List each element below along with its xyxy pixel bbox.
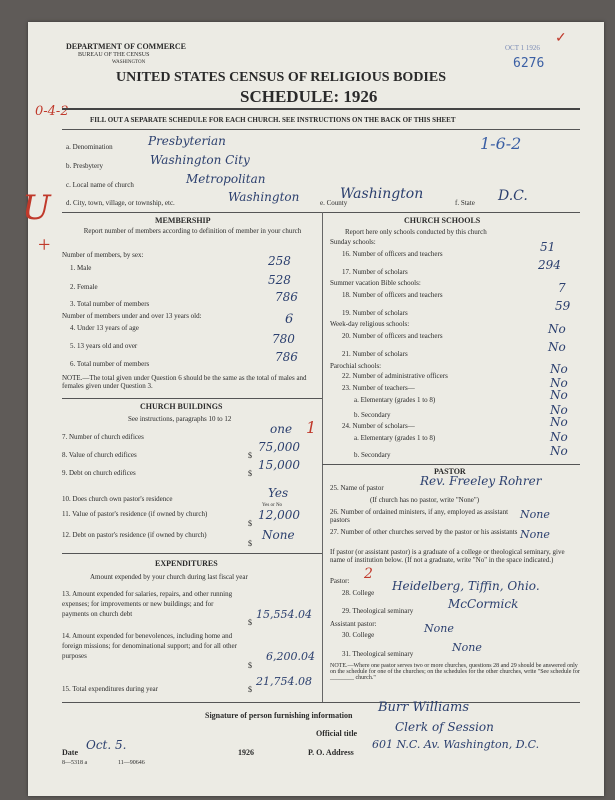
assistant-pastor-sublabel: Assistant pastor: xyxy=(330,620,377,628)
yes-no-hint: Yes or No xyxy=(262,503,283,508)
college-label: 28. College xyxy=(342,589,375,597)
column-divider xyxy=(322,212,323,702)
running-expenses-value[interactable]: 15,554.04 xyxy=(256,608,312,621)
total-members-2-value[interactable]: 786 xyxy=(275,350,298,364)
schools-heading: CHURCH SCHOOLS xyxy=(404,216,481,225)
elementary-scholars-label: Elementary (grades 1 to 8) xyxy=(360,434,436,442)
serial-number-stamp: 6276 xyxy=(513,56,545,71)
weekday-teachers-label: Number of officers and teachers xyxy=(352,332,443,340)
membership-intro: Report number of members according to definition of member in your church xyxy=(83,227,302,235)
church-name-label: c. Local name of church xyxy=(66,181,134,189)
edifices-count-value[interactable]: one xyxy=(270,422,293,436)
summer-schools-label: Summer vacation Bible schools: xyxy=(330,279,421,287)
department-label: DEPARTMENT OF COMMERCE xyxy=(66,42,187,51)
owns-residence-value[interactable]: Yes xyxy=(268,486,289,500)
expenditures-subheading: Amount expended by your church during last fiscal year xyxy=(90,573,248,581)
running-expenses-label: Amount expended for salaries, repairs, and other running expenses; for improvements or new buildings; and for payments on church debt xyxy=(62,590,233,618)
assistant-pastors-label: 26. Number of ordained ministers, if any, employed as assistant pastors xyxy=(330,508,509,524)
weekday-scholars-value[interactable]: No xyxy=(548,340,566,354)
summer-scholars-value[interactable]: 59 xyxy=(555,299,571,313)
margin-plus: + xyxy=(38,232,51,257)
print-code: 11—90646 xyxy=(118,760,145,766)
edifices-value-value[interactable]: 75,000 xyxy=(258,440,300,454)
sunday-schools-label: Sunday schools: xyxy=(330,238,376,246)
members-by-sex-label: Number of members, by sex: xyxy=(62,251,144,259)
buildings-subheading: See instructions, paragraphs 10 to 12 xyxy=(128,415,232,423)
over-13-value[interactable]: 780 xyxy=(272,332,295,346)
received-stamp-date: OCT 1 1926 xyxy=(505,44,540,52)
correction-mark: 1 xyxy=(306,418,317,437)
county-label: e. County xyxy=(320,199,348,207)
total-expenditures-value[interactable]: 21,754.08 xyxy=(256,675,312,688)
assistant-seminary-label: 31. Theological seminary xyxy=(342,650,414,658)
admin-officers-label: Number of administrative officers xyxy=(352,372,448,380)
official-title-value[interactable]: Clerk of Session xyxy=(395,720,494,734)
residence-value-label: Value of pastor's residence (if owned by church) xyxy=(72,510,208,518)
city-label: d. City, town, village, or township, etc. xyxy=(66,199,175,207)
graduate-instructions: If pastor (or assistant pastor) is a graduate of a college or theological seminary, give name of institution below. (If not a graduate, write "No" in the space indicated.) xyxy=(330,548,565,564)
address-value[interactable]: 601 N.C. Av. Washington, D.C. xyxy=(372,738,540,751)
secondary-teachers-label: Secondary xyxy=(361,411,391,419)
other-churches-value[interactable]: None xyxy=(520,528,550,541)
pastor-name-label: 25. Name of pastor xyxy=(330,484,384,492)
sunday-scholars-value[interactable]: 294 xyxy=(538,258,561,272)
pastor-heading: PASTOR xyxy=(434,467,466,476)
pastor-name-value[interactable]: Rev. Freeley Rohrer xyxy=(420,474,542,488)
county-value[interactable]: Washington xyxy=(340,186,424,202)
parochial-schools-label: Parochial schools: xyxy=(330,362,382,370)
margin-letter: U xyxy=(22,188,51,228)
summer-teachers-label: Number of officers and teachers xyxy=(352,291,443,299)
margin-code: 0-4-2 xyxy=(35,104,69,119)
presbytery-label: b. Presbytery xyxy=(66,162,103,170)
assistant-seminary-value[interactable]: None xyxy=(452,641,482,654)
assistant-pastors-value[interactable]: None xyxy=(520,508,550,521)
residence-debt-value[interactable]: None xyxy=(262,528,295,542)
presbytery-value[interactable]: Washington City xyxy=(150,153,250,167)
owns-residence-label: Does church own pastor's residence xyxy=(72,495,173,503)
title-rule xyxy=(62,108,580,110)
year-label: 1926 xyxy=(238,748,254,757)
form-code: 8—5318 a xyxy=(62,760,88,766)
state-value[interactable]: D.C. xyxy=(498,188,528,204)
denomination-value[interactable]: Presbyterian xyxy=(148,134,226,148)
edifices-debt-label: Debt on church edifices xyxy=(69,469,136,477)
scholars-value[interactable]: No xyxy=(550,415,568,429)
elementary-teachers-label: Elementary (grades 1 to 8) xyxy=(360,396,436,404)
benevolences-label: Amount expended for benevolences, including home and foreign missions; for denominational support; and for all other purposes xyxy=(62,632,237,660)
other-churches-label: 27. Number of other churches served by the pastor or his assistants xyxy=(330,528,518,536)
form-title: UNITED STATES CENSUS OF RELIGIOUS BODIES xyxy=(116,70,447,85)
teachers-label: Number of teachers— xyxy=(352,384,415,392)
college-value[interactable]: Heidelberg, Tiffin, Ohio. xyxy=(392,579,540,593)
female-label: Female xyxy=(77,283,98,291)
residence-value-value[interactable]: 12,000 xyxy=(258,508,300,522)
elementary-teachers-value[interactable]: No xyxy=(550,388,568,402)
schedule-title: SCHEDULE: 1926 xyxy=(240,87,378,106)
under-13-label: Under 13 years of age xyxy=(77,324,139,332)
members-by-age-label: Number of members under and over 13 years old: xyxy=(62,312,202,320)
no-pastor-hint: (If church has no pastor, write "None") xyxy=(370,496,480,504)
check-mark-icon: ✓ xyxy=(555,31,567,46)
state-label: f. State xyxy=(455,199,475,207)
summer-teachers-value[interactable]: 7 xyxy=(558,281,566,295)
schools-intro: Report here only schools conducted by this church xyxy=(345,228,487,236)
denomination-label: a. Denomination xyxy=(66,143,113,151)
separate-schedule-instruction: FILL OUT A SEPARATE SCHEDULE FOR EACH CHURCH. SEE INSTRUCTIONS ON THE BACK OF THIS SHEET xyxy=(90,116,456,124)
admin-officers-value[interactable]: No xyxy=(550,362,568,376)
benevolences-value[interactable]: 6,200.04 xyxy=(266,650,315,663)
edifices-value-label: Value of church edifices xyxy=(68,451,137,459)
buildings-heading: CHURCH BUILDINGS xyxy=(140,402,223,411)
membership-heading: MEMBERSHIP xyxy=(155,216,211,225)
sunday-teachers-label: Number of officers and teachers xyxy=(352,250,443,258)
weekday-scholars-label: Number of scholars xyxy=(352,350,408,358)
over-13-label: 13 years old and over xyxy=(77,342,138,350)
date-label: Date xyxy=(62,748,78,757)
weekday-teachers-value[interactable]: No xyxy=(548,322,566,336)
seminary-label: 29. Theological seminary xyxy=(342,607,414,615)
expenditures-heading: EXPENDITURES xyxy=(155,559,218,568)
assistant-college-label: 30. College xyxy=(342,631,375,639)
seminary-value[interactable]: McCormick xyxy=(448,597,519,611)
sunday-scholars-label: Number of scholars xyxy=(352,268,408,276)
male-value[interactable]: 258 xyxy=(268,254,291,268)
summer-scholars-label: Number of scholars xyxy=(352,309,408,317)
church-name-value[interactable]: Metropolitan xyxy=(186,172,266,186)
edifices-debt-value[interactable]: 15,000 xyxy=(258,458,300,472)
pastor-mark: 2 xyxy=(364,566,373,582)
official-title-label: Official title xyxy=(316,729,358,738)
assistant-college-value[interactable]: None xyxy=(424,622,454,635)
sunday-teachers-value[interactable]: 51 xyxy=(540,240,556,254)
female-value[interactable]: 528 xyxy=(268,273,291,287)
membership-note: NOTE.—The total given under Question 6 should be the same as the total of males and females given under Question 3. xyxy=(62,374,307,390)
city-label: WASHINGTON xyxy=(112,60,146,65)
total-members-2-label: Total number of members xyxy=(76,360,150,368)
instruction-rule xyxy=(62,129,580,130)
residence-debt-label: Debt on pastor's residence (if owned by church) xyxy=(72,531,207,539)
scholars-label: Number of scholars— xyxy=(352,422,415,430)
secondary-scholars-label: Secondary xyxy=(361,451,391,459)
address-label: P. O. Address xyxy=(308,748,354,757)
total-members-value[interactable]: 786 xyxy=(275,290,298,304)
pastor-footnote: NOTE.—Where one pastor serves two or more churches, questions 28 and 29 should be answered only on the schedule for one of the churches; on the schedules for the other churches, write "See schedule for ________ church." xyxy=(330,663,580,681)
edifices-count-label: Number of church edifices xyxy=(69,433,144,441)
city-value[interactable]: Washington xyxy=(228,190,300,204)
teachers-value[interactable]: No xyxy=(550,376,568,390)
secondary-teachers-value[interactable]: No xyxy=(550,403,568,417)
signature-value[interactable]: Burr Williams xyxy=(378,700,469,715)
weekday-schools-label: Week-day religious schools: xyxy=(330,320,410,328)
under-13-value[interactable]: 6 xyxy=(285,312,294,327)
secondary-scholars-value[interactable]: No xyxy=(550,444,568,458)
bureau-label: BUREAU OF THE CENSUS xyxy=(78,52,150,58)
signature-label: Signature of person furnishing information xyxy=(205,711,353,720)
male-label: Male xyxy=(77,264,92,272)
date-value[interactable]: Oct. 5. xyxy=(86,738,127,752)
right-margin-code: 1-6-2 xyxy=(480,134,522,153)
total-expenditures-label: Total expenditures during year xyxy=(72,685,158,693)
elementary-scholars-value[interactable]: No xyxy=(550,430,568,444)
pastor-sublabel: Pastor: xyxy=(330,577,350,585)
total-members-label: Total number of members xyxy=(76,300,150,308)
